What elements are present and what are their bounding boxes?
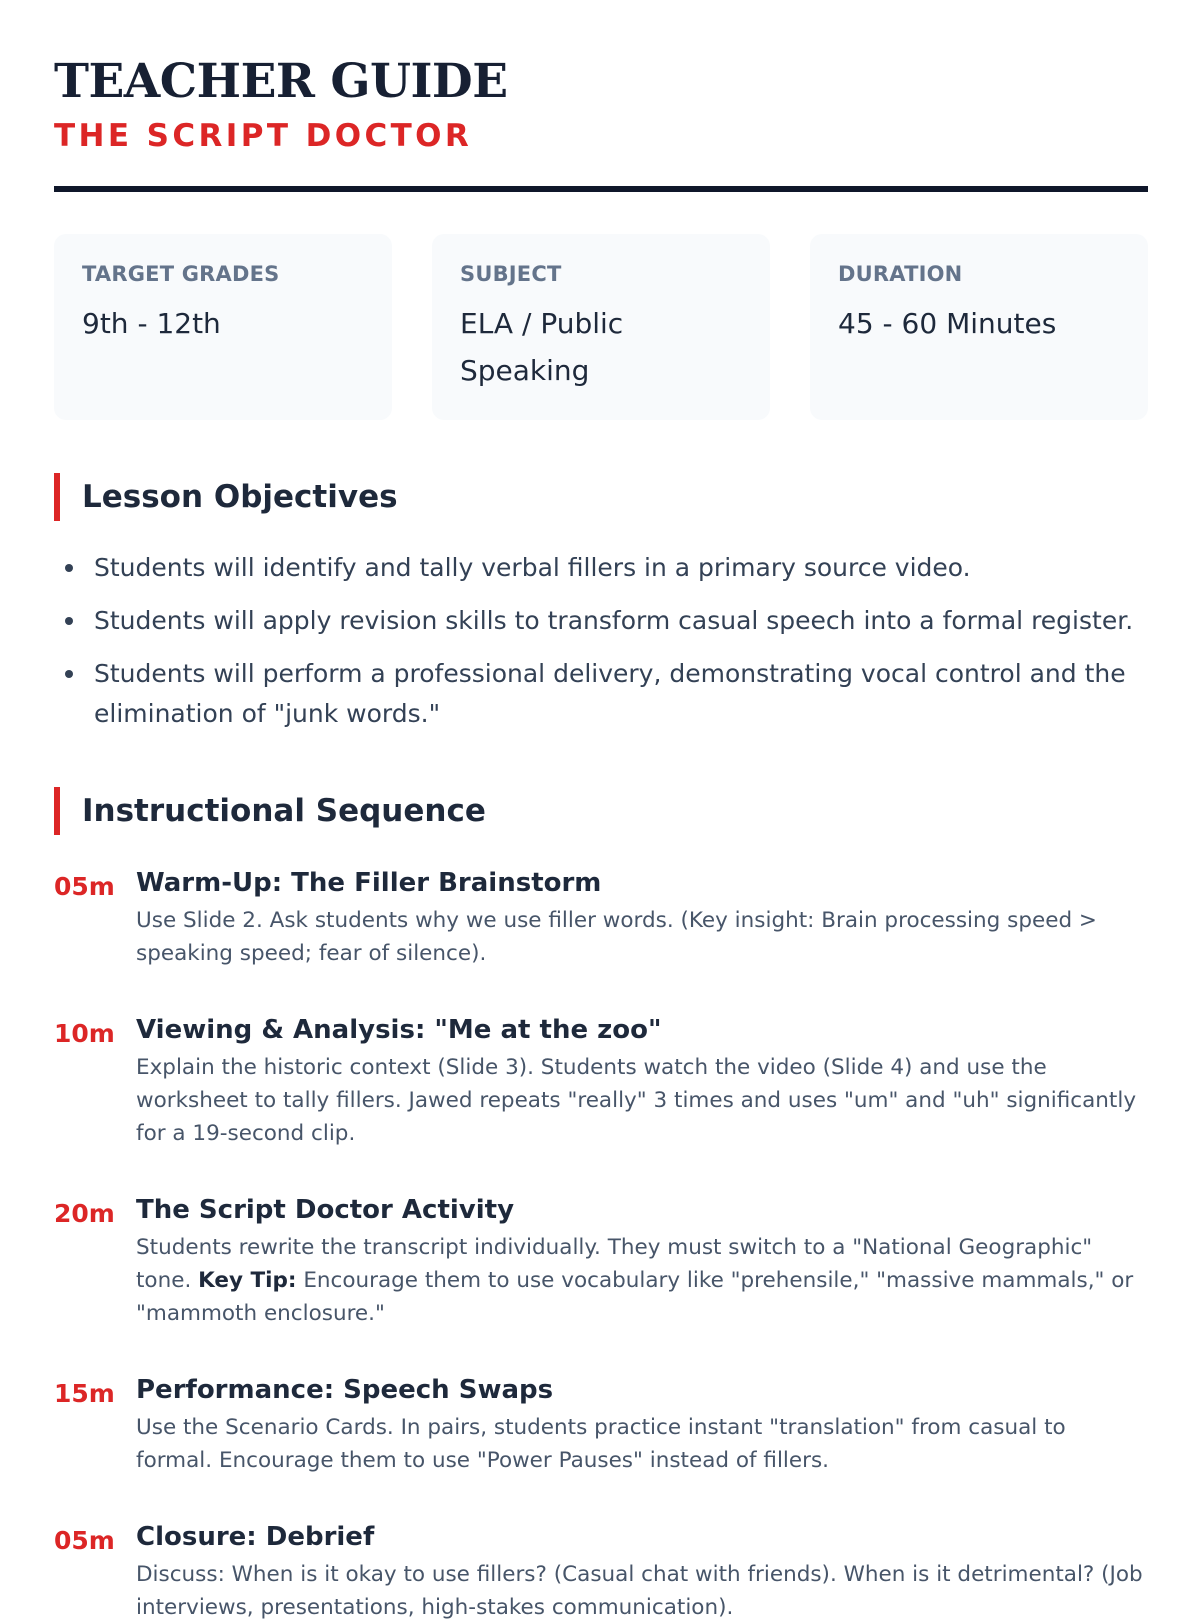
meta-card-target-grades: [54, 234, 392, 420]
step-body: [136, 1193, 1148, 1330]
step-time: 15m: [54, 1379, 115, 1408]
list-item: [54, 601, 1148, 641]
step-title: The Script Doctor Activity: [136, 1195, 515, 1225]
step-body: [136, 866, 1148, 970]
section-accent-bar: [54, 787, 60, 835]
meta-card-duration: [810, 234, 1148, 420]
meta-label: TARGET GRADES: [82, 262, 280, 286]
step-time: 05m: [54, 872, 115, 901]
step-body: [136, 1013, 1148, 1150]
step-time: 20m: [54, 1199, 115, 1228]
bullet-icon: [65, 670, 73, 678]
meta-card-subject: [432, 234, 770, 420]
step-description-text: Encourage them to use vocabulary like "prehensile," "massive mammals," or "mammoth enclosure.": [136, 1268, 1134, 1326]
step-title: Performance: Speech Swaps: [136, 1375, 554, 1405]
page-subtitle: THE SCRIPT DOCTOR: [54, 118, 473, 154]
step-title: Closure: Debrief: [136, 1522, 375, 1552]
step-description: Use the Scenario Cards. In pairs, students practice instant "translation" from casual to formal. Encourage them to use "Power Pauses" instead of fillers.: [136, 1415, 1066, 1473]
step-description: Discuss: When is it okay to use fillers? (Casual chat with friends). When is it detrimental? (Job interviews, presentations, high-stakes communication).: [136, 1562, 1143, 1620]
step-time: 10m: [54, 1019, 115, 1048]
meta-value: 9th - 12th: [82, 307, 221, 340]
list-item: [54, 548, 1148, 588]
header-divider: [54, 186, 1148, 192]
step-description-text: Students rewrite the transcript individually. They must switch to a "National Geographic" tone.: [136, 1235, 1093, 1293]
bullet-icon: [65, 564, 73, 572]
step-title: Warm-Up: The Filler Brainstorm: [136, 868, 602, 898]
objective-text: Students will identify and tally verbal fillers in a primary source video.: [94, 553, 971, 582]
section-sequence: [54, 787, 486, 835]
step-time: 05m: [54, 1526, 115, 1555]
step-description: [136, 1231, 1148, 1330]
lesson-meta-row: [54, 234, 1148, 420]
step-title: Viewing & Analysis: "Me at the zoo": [136, 1015, 662, 1045]
page-title: TEACHER GUIDE: [54, 54, 508, 109]
meta-value: 45 - 60 Minutes: [838, 307, 1057, 340]
list-item: [54, 654, 1148, 734]
objective-text: Students will apply revision skills to transform casual speech into a formal register.: [94, 606, 1134, 635]
step-body: [136, 1520, 1148, 1624]
bullet-icon: [65, 617, 73, 625]
meta-value: ELA / Public Speaking: [460, 307, 624, 387]
section-objectives: [54, 473, 398, 521]
meta-label: DURATION: [838, 262, 963, 286]
key-tip-label: Key Tip:: [198, 1268, 297, 1293]
objective-text: Students will perform a professional delivery, demonstrating vocal control and the elimination of "junk words.": [94, 659, 1126, 728]
objectives-list: [54, 548, 1148, 747]
meta-label: SUBJECT: [460, 262, 562, 286]
step-description: Use Slide 2. Ask students why we use filler words. (Key insight: Brain processing speed > speaking speed; fear of silence).: [136, 908, 1097, 966]
section-accent-bar: [54, 473, 60, 521]
step-description: Explain the historic context (Slide 3). Students watch the video (Slide 4) and use the worksheet to tally fillers. Jawed repeats "really" 3 times and uses "um" and "uh" significantly for a 19-second clip.: [136, 1055, 1137, 1146]
section-title: Lesson Objectives: [82, 479, 398, 515]
step-body: [136, 1373, 1148, 1477]
section-title: Instructional Sequence: [82, 793, 486, 829]
